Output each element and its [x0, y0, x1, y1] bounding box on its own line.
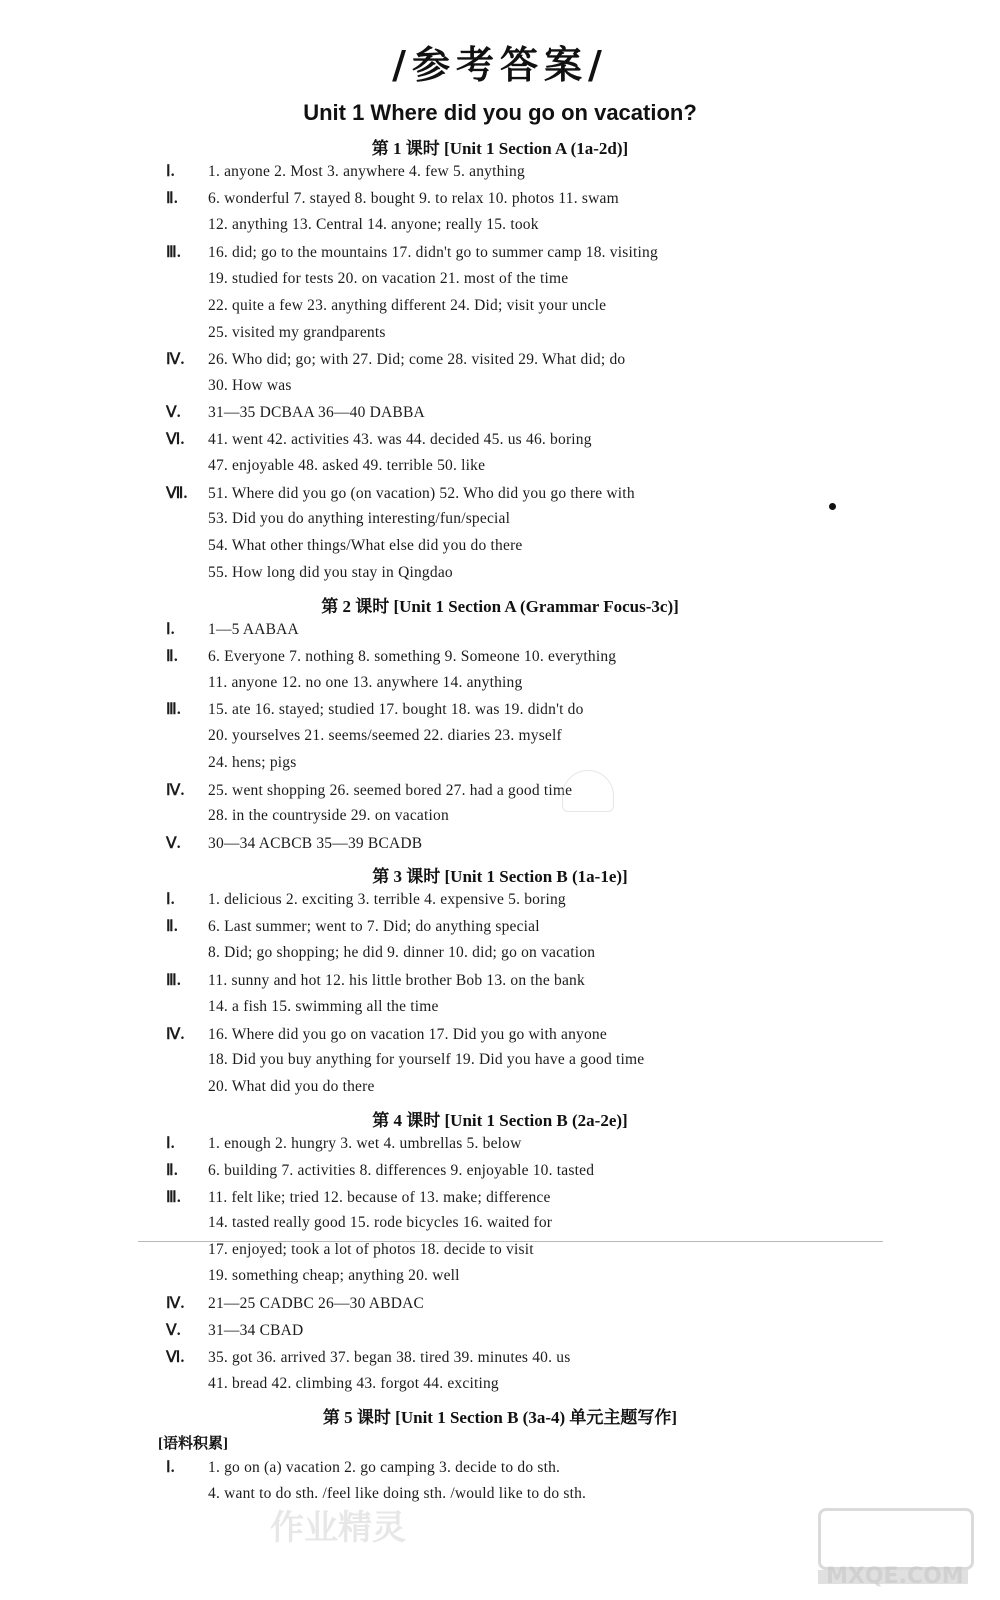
answer-line: Ⅶ. 51. Where did you go (on vacation) 52. Who did you go there with	[166, 485, 635, 502]
answer-line: 4. want to do sth. /feel like doing sth. /would like to do sth.	[208, 1485, 587, 1502]
answer-line: Ⅴ. 30—34 ACBCB 35—39 BCADB	[166, 835, 423, 852]
answer-line: Ⅳ. 25. went shopping 26. seemed bored 27. had a good time	[166, 782, 573, 799]
answer-line: 14. a fish 15. swimming all the time	[208, 998, 439, 1015]
answer-line: Ⅳ. 21—25 CADBC 26—30 ABDAC	[166, 1295, 425, 1312]
answer-line: 25. visited my grandparents	[208, 324, 386, 341]
answer-line: 30. How was	[208, 377, 292, 394]
answer-line: 41. bread 42. climbing 43. forgot 44. exciting	[208, 1375, 499, 1392]
answer-line: Ⅳ. 16. Where did you go on vacation 17. Did you go with anyone	[166, 1026, 607, 1043]
answer-line: 55. How long did you stay in Qingdao	[208, 564, 453, 581]
answer-line: 20. What did you do there	[208, 1078, 375, 1095]
watermark-stamp	[562, 770, 614, 812]
lesson-title: 第 2 课时 [Unit 1 Section A (Grammar Focus-3c)]	[321, 597, 679, 616]
answer-line: 14. tasted really good 15. rode bicycles 16. waited for	[208, 1214, 553, 1231]
watermark-logo-text: MXQE.COM	[826, 1564, 964, 1589]
answer-line: Ⅴ. 31—34 CBAD	[166, 1322, 304, 1339]
answer-line: 19. something cheap; anything 20. well	[208, 1267, 460, 1284]
answer-line: 8. Did; go shopping; he did 9. dinner 10. did; go on vacation	[208, 944, 596, 961]
answer-line: 28. in the countryside 29. on vacation	[208, 807, 449, 824]
answer-line: 54. What other things/What else did you do there	[208, 537, 523, 554]
answer-line: Ⅱ. 6. building 7. activities 8. differences 9. enjoyable 10. tasted	[166, 1162, 595, 1179]
answer-line: 11. anyone 12. no one 13. anywhere 14. anything	[208, 674, 523, 691]
answer-line: Ⅵ. 41. went 42. activities 43. was 44. decided 45. us 46. boring	[166, 431, 592, 448]
answer-line: Ⅵ. 35. got 36. arrived 37. began 38. tired 39. minutes 40. us	[166, 1349, 571, 1366]
answer-line: 20. yourselves 21. seems/seemed 22. diaries 23. myself	[208, 727, 562, 744]
answer-line: Ⅲ. 16. did; go to the mountains 17. didn't go to summer camp 18. visiting	[166, 244, 658, 261]
answer-line: 22. quite a few 23. anything different 24. Did; visit your uncle	[208, 297, 607, 314]
answer-line: Ⅱ. 6. Last summer; went to 7. Did; do anything special	[166, 918, 540, 935]
answer-line: Ⅰ. 1. go on (a) vacation 2. go camping 3. decide to do sth.	[166, 1459, 561, 1476]
answer-line: Ⅰ. 1. delicious 2. exciting 3. terrible 4. expensive 5. boring	[166, 891, 566, 908]
lesson-title: 第 5 课时 [Unit 1 Section B (3a-4) 单元主题写作]	[322, 1408, 678, 1427]
bullet-dot	[829, 503, 836, 510]
answer-line: Ⅴ. 31—35 DCBAA 36—40 DABBA	[166, 404, 425, 421]
lesson-title: 第 1 课时 [Unit 1 Section A (1a-2d)]	[371, 139, 629, 158]
unit-title: Unit 1 Where did you go on vacation?	[303, 100, 697, 125]
section-note: [语料积累]	[158, 1436, 228, 1452]
answer-line: 18. Did you buy anything for yourself 19. Did you have a good time	[208, 1051, 645, 1068]
page-banner: /参考答案/	[392, 43, 608, 87]
answer-line: 12. anything 13. Central 14. anyone; really 15. took	[208, 216, 539, 233]
answer-line: Ⅱ. 6. Everyone 7. nothing 8. something 9. Someone 10. everything	[166, 648, 617, 665]
watermark-text: 作业精灵	[270, 1508, 406, 1548]
answer-line: Ⅱ. 6. wonderful 7. stayed 8. bought 9. to relax 10. photos 11. swam	[166, 190, 619, 207]
watermark-logo	[818, 1508, 968, 1588]
answer-line: Ⅰ. 1. anyone 2. Most 3. anywhere 4. few 5. anything	[166, 163, 525, 180]
answer-line: Ⅲ. 11. felt like; tried 12. because of 13. make; difference	[166, 1189, 551, 1206]
answer-line: 53. Did you do anything interesting/fun/special	[208, 510, 511, 527]
answer-line: 47. enjoyable 48. asked 49. terrible 50. like	[208, 457, 486, 474]
answer-line: Ⅰ. 1—5 AABAA	[166, 621, 299, 638]
answer-line: 19. studied for tests 20. on vacation 21. most of the time	[208, 270, 569, 287]
lesson-title: 第 3 课时 [Unit 1 Section B (1a-1e)]	[372, 867, 628, 886]
lesson-title: 第 4 课时 [Unit 1 Section B (2a-2e)]	[372, 1111, 628, 1130]
answer-line: Ⅲ. 15. ate 16. stayed; studied 17. bought 18. was 19. didn't do	[166, 701, 584, 718]
answer-line: 17. enjoyed; took a lot of photos 18. decide to visit	[208, 1241, 534, 1258]
answer-line: Ⅰ. 1. enough 2. hungry 3. wet 4. umbrellas 5. below	[166, 1135, 522, 1152]
answer-line: 24. hens; pigs	[208, 754, 297, 771]
answer-line: Ⅳ. 26. Who did; go; with 27. Did; come 28. visited 29. What did; do	[166, 351, 626, 368]
answer-line: Ⅲ. 11. sunny and hot 12. his little brother Bob 13. on the bank	[166, 972, 585, 989]
